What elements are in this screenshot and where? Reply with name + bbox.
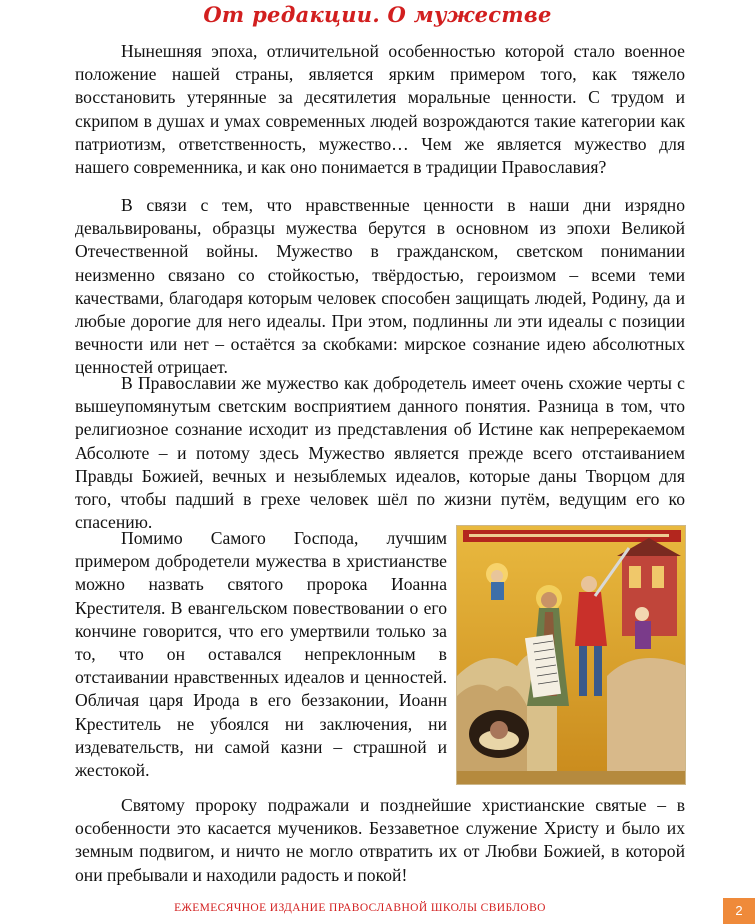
icon-image [456, 525, 686, 785]
paragraph-3: В Православии же мужество как добродетель имеет очень схожие черты с вышеупомянутым светским восприятием данного понятия. Разница в том, что религиозное сознание исходит из представления об Истине как непререкаемом Абсолюте – и потому здесь Мужество является прежде всего отстаиванием Правды Божией, вечных и незыблемых идеалов, которые даны Творцом для того, чтобы падший в грехе человек шёл по жизни путём, ведущим его ко спасению. [75, 373, 685, 533]
page-footer [0, 898, 755, 924]
footer-publication-name: ЕЖЕМЕСЯЧНОЕ ИЗДАНИЕ ПРАВОСЛАВНОЙ ШКОЛЫ СВИБЛОВО [174, 902, 546, 914]
paragraph-2: В связи с тем, что нравственные ценности в наши дни изрядно девальвированы, образцы мужества берутся в основном из эпохи Великой Отечественной войны. Мужество в гражданском, светском понимании неизменно связано со стойкостью, твёрдостью, героизмом – всеми теми качествами, благодаря которым человек способен защищать людей, Родину, да и любые дорогие для него идеалы. При этом, подлинны ли эти идеалы с позиции вечности или нет – остаётся за скобками: мирское сознание идею абсолютных ценностей отрицает. [75, 195, 685, 378]
article-title: От редакции. О мужестве [203, 2, 552, 27]
paragraph-4: Помимо Самого Господа, лучшим примером добродетели мужества в христианстве можно назвать святого пророка Иоанна Крестителя. В евангельском повествовании о его кончине говорится, что его умертвили только за то, что он оставался непреклонным в отстаивании нравственных идеалов и ценностей. Обличая царя Ирода в его беззаконии, Иоанн Креститель не убоялся ни заключения, ни издевательств, ни самой казни – страшной и жестокой. [75, 528, 447, 781]
paragraph-5: Святому пророку подражали и позднейшие христианские святые – в особенности это касается мучеников. Беззаветное служение Христу и было их земным подвигом, и ничто не могло отвратить их от Любви Божией, в которой они пребывали и находили радость и покой! [75, 795, 685, 885]
page-number-badge: 2 [723, 898, 755, 924]
paragraph-1: Нынешняя эпоха, отличительной особенностью которой стало военное положение нашей страны, является ярким примером того, как тяжело восстановить утерянные за десятилетия моральные ценности. С трудом и скрипом в душах и умах современных людей возрождаются такие категории как патриотизм, ответственность, мужество… Чем же является мужество для нашего современника, и как оно понимается в традиции Православия? [75, 41, 685, 178]
john-the-baptist-icon [457, 526, 686, 785]
